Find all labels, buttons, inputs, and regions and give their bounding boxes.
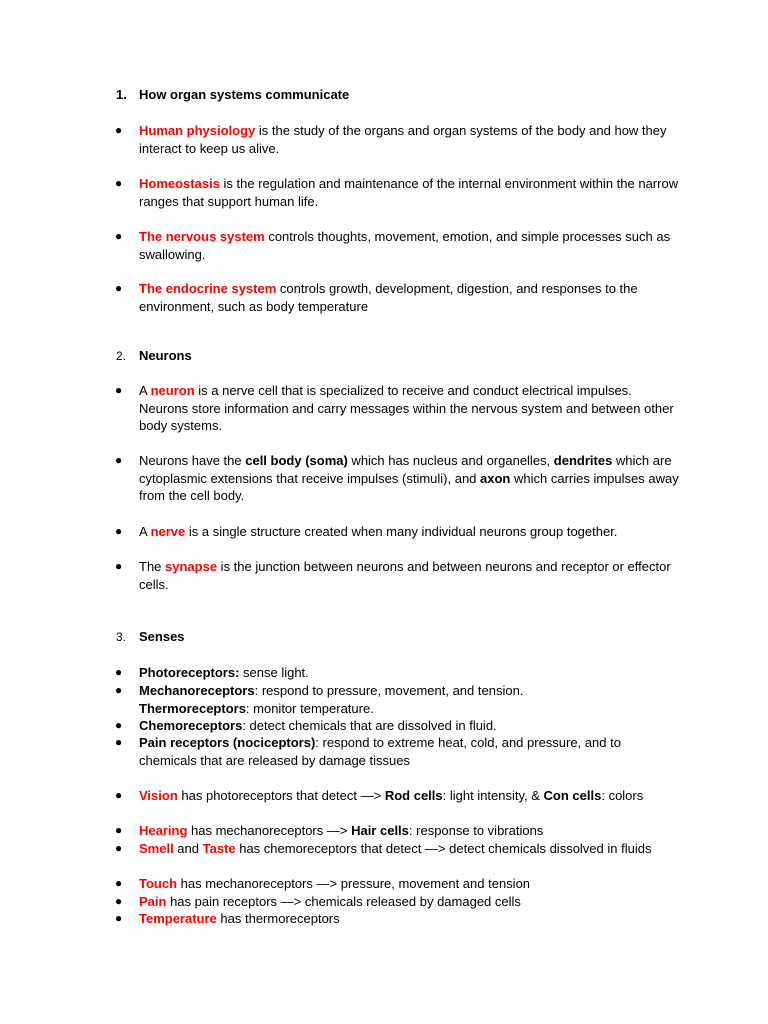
- item-text: : respond to pressure, movement, and tension.: [254, 683, 524, 698]
- key-term: Vision: [139, 788, 178, 803]
- bullet-icon: ●: [115, 718, 123, 732]
- item-text: Neurons have the: [139, 453, 246, 468]
- list-item: [115, 175, 679, 210]
- bullet-icon: ●: [115, 524, 123, 538]
- receptor-name: Thermoreceptors: [139, 700, 246, 716]
- list-item: [115, 717, 679, 735]
- bullet-icon: ●: [115, 123, 123, 137]
- list-item: [115, 910, 679, 928]
- item-text: is a nerve cell that is specialized to receive and conduct electrical impulses. Neurons store information and carry messages within the nervous system and between other body systems.: [139, 383, 674, 434]
- item-text: : response to vibrations: [408, 823, 544, 838]
- key-term: Pain: [139, 894, 167, 909]
- section-heading-3: [116, 628, 185, 646]
- bold-term: cell body (soma): [245, 453, 348, 468]
- bullet-icon: ●: [115, 841, 123, 855]
- bold-term: Con cells: [543, 788, 602, 803]
- bullet-icon: ●: [115, 788, 123, 802]
- bold-term: Rod cells: [384, 788, 443, 803]
- key-term: synapse: [165, 559, 218, 574]
- item-text: The: [139, 559, 166, 574]
- item-text: : detect chemicals that are dissolved in fluid.: [242, 718, 497, 733]
- bullet-icon: ●: [115, 383, 123, 397]
- list-item: [115, 682, 679, 717]
- item-text: has mechanoreceptors —> pressure, movement and tension: [177, 876, 531, 891]
- section-title: How organ systems communicate: [139, 87, 350, 102]
- item-text: : monitor temperature.: [245, 700, 374, 716]
- list-item: [115, 280, 679, 315]
- item-text: has photoreceptors that detect —>: [177, 788, 385, 803]
- list-item: [115, 787, 679, 805]
- item-text: controls thoughts, movement, emotion, and simple processes such as swallowing.: [139, 229, 671, 262]
- bullet-icon: ●: [115, 911, 123, 925]
- key-term: Smell: [139, 841, 174, 856]
- item-text: A: [139, 383, 151, 398]
- key-term: Temperature: [139, 911, 217, 926]
- key-term: The nervous system: [139, 229, 265, 244]
- list-item: [115, 382, 679, 435]
- item-text: : respond to extreme heat, cold, and pressure, and to chemicals that are released by damage tissues: [139, 735, 621, 768]
- bullet-icon: ●: [115, 453, 123, 467]
- bullet-icon: ●: [115, 665, 123, 679]
- item-text: is a single structure created when many individual neurons group together.: [185, 524, 618, 539]
- section-number: 3.: [116, 630, 127, 644]
- receptor-name: Mechanoreceptors: [139, 683, 255, 698]
- bullet-icon: ●: [115, 281, 123, 295]
- item-text: has mechanoreceptors —>: [187, 823, 352, 838]
- bold-term: dendrites: [553, 453, 613, 468]
- list-item: [115, 558, 679, 593]
- key-term: Human physiology: [139, 123, 256, 138]
- bullet-icon: ●: [115, 876, 123, 890]
- key-term: Touch: [139, 876, 178, 891]
- bullet-icon: ●: [115, 823, 123, 837]
- section-title: Neurons: [139, 348, 192, 363]
- item-text: : colors: [601, 788, 644, 803]
- section-heading-2: [116, 347, 192, 365]
- key-term: neuron: [150, 383, 195, 398]
- item-text: which are cytoplasmic extensions that receive impulses (stimuli), and: [139, 453, 672, 486]
- list-item: [115, 664, 679, 682]
- item-text: is the junction between neurons and between neurons and receptor or effector cells.: [139, 559, 671, 592]
- item-text: sense light.: [239, 665, 309, 680]
- item-text: has thermoreceptors: [216, 911, 340, 926]
- section-heading-1: [116, 86, 349, 104]
- key-term: Homeostasis: [139, 176, 220, 191]
- item-text: A: [139, 524, 151, 539]
- item-text: which has nucleus and organelles,: [347, 453, 554, 468]
- bold-term: axon: [480, 470, 511, 486]
- key-term: Hearing: [139, 823, 188, 838]
- list-item: [115, 452, 679, 505]
- bullet-icon: ●: [115, 894, 123, 908]
- list-item: [115, 840, 679, 858]
- list-item: [115, 734, 679, 769]
- key-term: nerve: [150, 524, 186, 539]
- bullet-icon: ●: [115, 176, 123, 190]
- list-item: [115, 122, 679, 157]
- list-item: [115, 875, 679, 893]
- receptor-name: Photoreceptors:: [139, 665, 240, 680]
- key-term: Taste: [202, 841, 236, 856]
- item-text: controls growth, development, digestion, and responses to the environment, such as body temperature: [139, 281, 638, 314]
- section-number: 1.: [116, 87, 127, 102]
- item-text: is the study of the organs and organ systems of the body and how they interact to keep us alive.: [139, 123, 667, 156]
- bullet-icon: ●: [115, 229, 123, 243]
- bold-term: Hair cells: [351, 823, 409, 838]
- section-number: 2.: [116, 349, 127, 363]
- receptor-name: Pain receptors (nociceptors): [139, 735, 316, 750]
- item-text: : light intensity, &: [442, 788, 544, 803]
- list-item: [115, 893, 679, 911]
- item-text: which carries impulses away from the cell body.: [139, 470, 679, 504]
- key-term: The endocrine system: [139, 281, 277, 296]
- list-item: [115, 822, 679, 840]
- bullet-icon: ●: [115, 735, 123, 749]
- section-title: Senses: [139, 629, 185, 644]
- item-text: is the regulation and maintenance of the internal environment within the narrow ranges that support human life.: [139, 176, 679, 209]
- list-item: [115, 228, 679, 263]
- bullet-icon: ●: [115, 683, 123, 697]
- receptor-name: Chemoreceptors: [139, 718, 243, 733]
- item-text: has pain receptors —> chemicals released by damaged cells: [166, 894, 521, 909]
- item-text: has chemoreceptors that detect —> detect chemicals dissolved in fluids: [235, 841, 652, 856]
- bullet-icon: ●: [115, 559, 123, 573]
- item-text: and: [173, 841, 203, 856]
- list-item: [115, 523, 679, 541]
